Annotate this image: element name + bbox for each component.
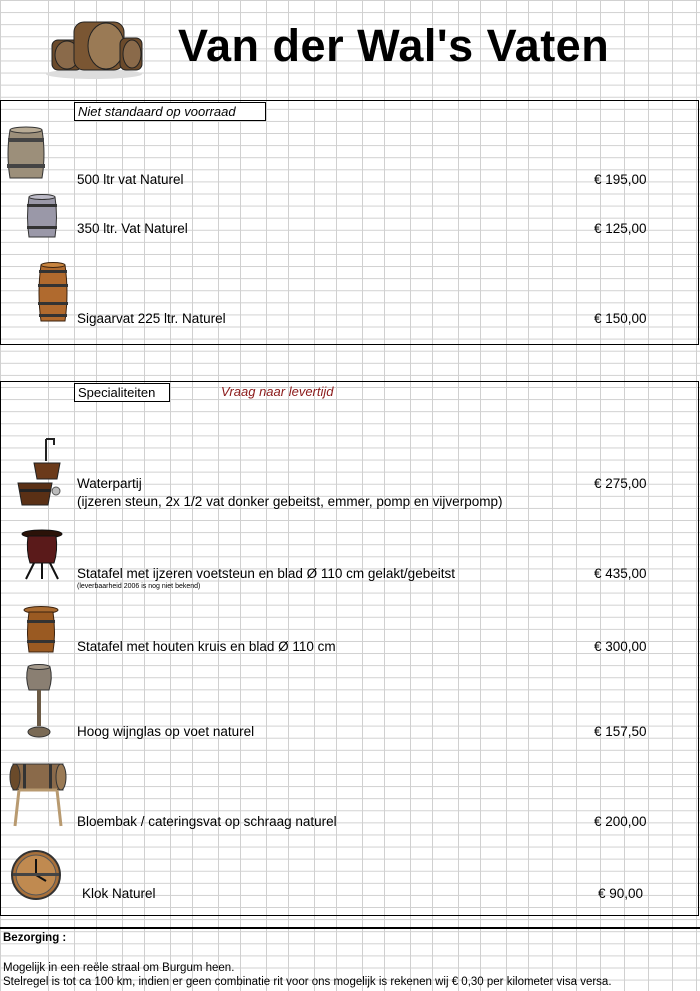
product-name: Statafel met houten kruis en blad Ø 110 cm — [77, 639, 336, 654]
iron-table-icon — [20, 529, 64, 581]
product-name: 500 ltr vat Naturel — [77, 172, 184, 187]
product-name: Bloembak / cateringsvat op schraag naturel — [77, 814, 337, 829]
barrels-logo-icon — [44, 18, 144, 80]
product-name: Klok Naturel — [82, 886, 156, 901]
flower-box-icon — [9, 760, 67, 828]
product-name: Sigaarvat 225 ltr. Naturel — [77, 311, 226, 326]
product-name: Waterpartij — [77, 476, 142, 491]
product-detail: (ijzeren steun, 2x 1/2 vat donker gebeitst, emmer, pomp en vijverpomp) — [77, 494, 503, 509]
barrel-350-icon — [26, 194, 58, 240]
cigar-barrel-icon — [37, 262, 69, 324]
barrel-500-icon — [6, 126, 46, 182]
product-price: € 200,00 — [594, 814, 647, 829]
barrel-clock-icon — [10, 849, 62, 901]
delivery-time-note: Vraag naar levertijd — [221, 384, 334, 399]
product-price: € 275,00 — [594, 476, 647, 491]
product-name: Statafel met ijzeren voetsteun en blad Ø 110 cm gelakt/gebeitst — [77, 566, 455, 581]
product-price: € 150,00 — [594, 311, 647, 326]
wood-table-icon — [23, 606, 59, 656]
wine-glass-barrel-icon — [24, 664, 54, 740]
product-name: 350 ltr. Vat Naturel — [77, 221, 188, 236]
product-price: € 435,00 — [594, 566, 647, 581]
delivery-label: Bezorging : — [3, 932, 67, 944]
water-feature-icon — [16, 437, 64, 509]
special-section-label: Specialiteiten — [74, 383, 170, 402]
product-price: € 157,50 — [594, 724, 647, 739]
product-name: Hoog wijnglas op voet naturel — [77, 724, 255, 739]
product-price: € 90,00 — [598, 886, 644, 901]
product-price: € 300,00 — [594, 639, 647, 654]
product-price: € 195,00 — [594, 172, 647, 187]
page-title: Van der Wal's Vaten — [178, 20, 610, 71]
product-detail: (leverbaarheid 2006 is nog niet bekend) — [77, 583, 201, 590]
stock-section-label: Niet standaard op voorraad — [74, 102, 266, 121]
delivery-text: Stelregel is tot ca 100 km, indien er geen combinatie rit voor ons mogelijk is rekenen wij € 0,30 per kilometer visa versa. — [3, 976, 612, 988]
delivery-divider — [0, 927, 700, 929]
product-price: € 125,00 — [594, 221, 647, 236]
delivery-text: Mogelijk in een reële straal om Burgum heen. — [3, 962, 235, 974]
